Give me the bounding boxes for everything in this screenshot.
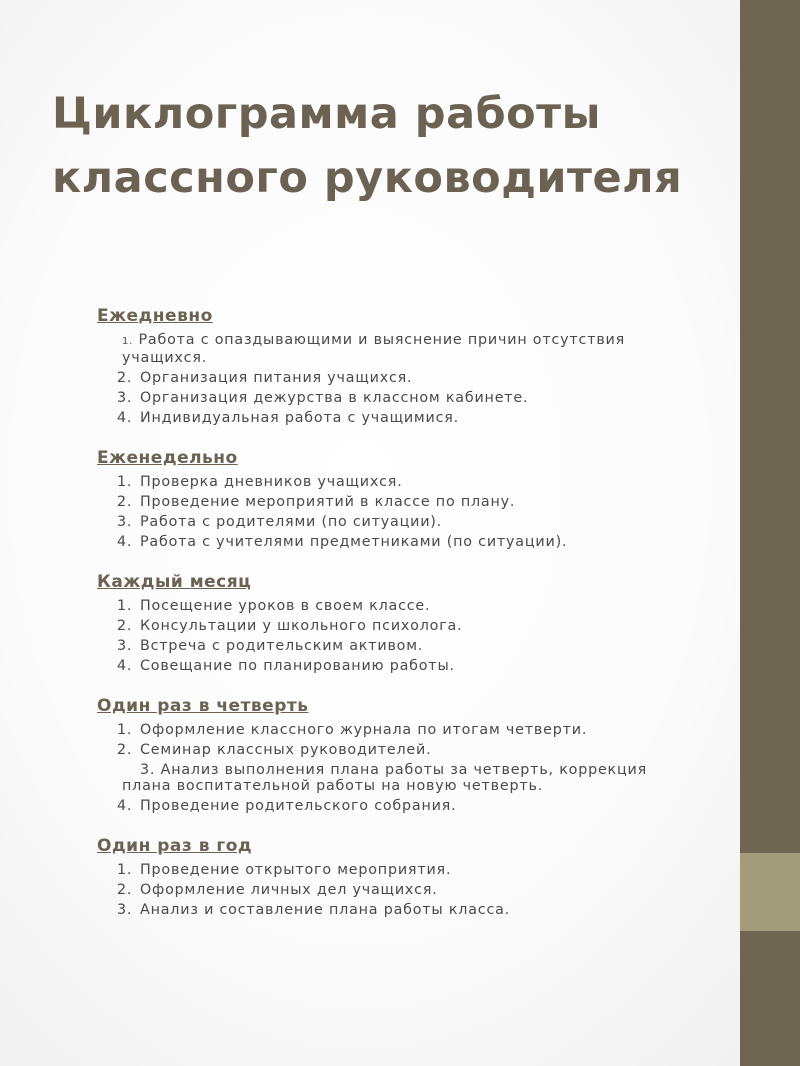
list-item: [97, 332, 697, 366]
item-text: Индивидуальная работа с учащимися.: [140, 410, 460, 426]
section-quarterly: [97, 694, 697, 814]
section-daily: [97, 304, 697, 426]
list-item: [97, 390, 697, 406]
item-text: Организация дежурства в классном кабинете.: [140, 390, 529, 406]
item-number: 4.: [117, 798, 133, 814]
item-text: Посещение уроков в своем классе.: [140, 598, 431, 614]
section-monthly: [97, 570, 697, 674]
item-text: Консультации у школьного психолога.: [140, 618, 463, 634]
item-text: Оформление личных дел учащихся.: [140, 882, 438, 898]
item-text: Анализ и составление плана работы класса.: [140, 902, 511, 918]
item-text: Совещание по планированию работы.: [140, 658, 455, 674]
item-text: Анализ выполнения плана работы за четверть, коррекция плана воспитательной работы на новую четверть.: [122, 762, 648, 794]
slide-title-line-1: Циклограмма работы: [52, 89, 601, 139]
item-number: 1.: [117, 474, 133, 490]
item-number: 2.: [117, 618, 133, 634]
slide-title: [52, 82, 742, 210]
item-text: Проведение родительского собрания.: [140, 798, 457, 814]
list-item: [97, 598, 697, 614]
item-number: 1.: [117, 598, 133, 614]
list-item: [97, 742, 697, 758]
item-number: 4.: [117, 534, 133, 550]
item-text: Проведение открытого мероприятия.: [140, 862, 452, 878]
section-weekly: [97, 446, 697, 550]
task-list: [97, 862, 697, 918]
item-text: Семинар классных руководителей.: [140, 742, 432, 758]
item-number: 3.: [117, 514, 133, 530]
list-item: [97, 410, 697, 426]
item-number: 3.: [117, 902, 133, 918]
section-heading: Один раз в четверть: [97, 696, 309, 716]
item-number: 2.: [117, 882, 133, 898]
section-heading: Еженедельно: [97, 448, 238, 468]
section-heading: Ежедневно: [97, 306, 213, 326]
list-item: [97, 638, 697, 654]
list-item: [97, 474, 697, 490]
list-item: [97, 370, 697, 386]
item-text: Встреча с родительским активом.: [140, 638, 424, 654]
list-item: [97, 882, 697, 898]
item-number: 3.: [140, 762, 156, 778]
item-number: 2.: [117, 742, 133, 758]
item-text: Оформление классного журнала по итогам четверти.: [140, 722, 588, 738]
slide-title-line-2: классного руководителя: [52, 153, 683, 203]
list-item: [97, 534, 697, 550]
task-list: [97, 598, 697, 674]
item-number: 3.: [117, 638, 133, 654]
list-item: [97, 722, 697, 738]
list-item: [97, 762, 697, 794]
item-number: 2.: [117, 494, 133, 510]
section-heading: Каждый месяц: [97, 572, 252, 592]
item-number: 3.: [117, 390, 133, 406]
section-yearly: [97, 834, 697, 918]
item-text: Проверка дневников учащихся.: [140, 474, 403, 490]
list-item: [97, 514, 697, 530]
item-text: Работа с опаздывающими и выяснение причин отсутствия учащихся.: [122, 332, 626, 366]
item-text: Работа с учителями предметниками (по ситуации).: [140, 534, 568, 550]
item-number: 1.: [117, 722, 133, 738]
item-number: 1.: [122, 336, 134, 347]
task-list: [97, 332, 697, 426]
item-number: 4.: [117, 658, 133, 674]
item-text: Проведение мероприятий в классе по плану.: [140, 494, 516, 510]
item-number: 4.: [117, 410, 133, 426]
decorative-sidebar-accent: [740, 853, 800, 931]
section-heading: Один раз в год: [97, 836, 253, 856]
list-item: [97, 798, 697, 814]
list-item: [97, 862, 697, 878]
item-number: 2.: [117, 370, 133, 386]
schedule-content: [97, 304, 697, 938]
item-text: Организация питания учащихся.: [140, 370, 413, 386]
list-item: [97, 494, 697, 510]
task-list: [97, 722, 697, 814]
list-item: [97, 658, 697, 674]
list-item: [97, 902, 697, 918]
item-text: Работа с родителями (по ситуации).: [140, 514, 443, 530]
item-number: 1.: [117, 862, 133, 878]
list-item: [97, 618, 697, 634]
task-list: [97, 474, 697, 550]
